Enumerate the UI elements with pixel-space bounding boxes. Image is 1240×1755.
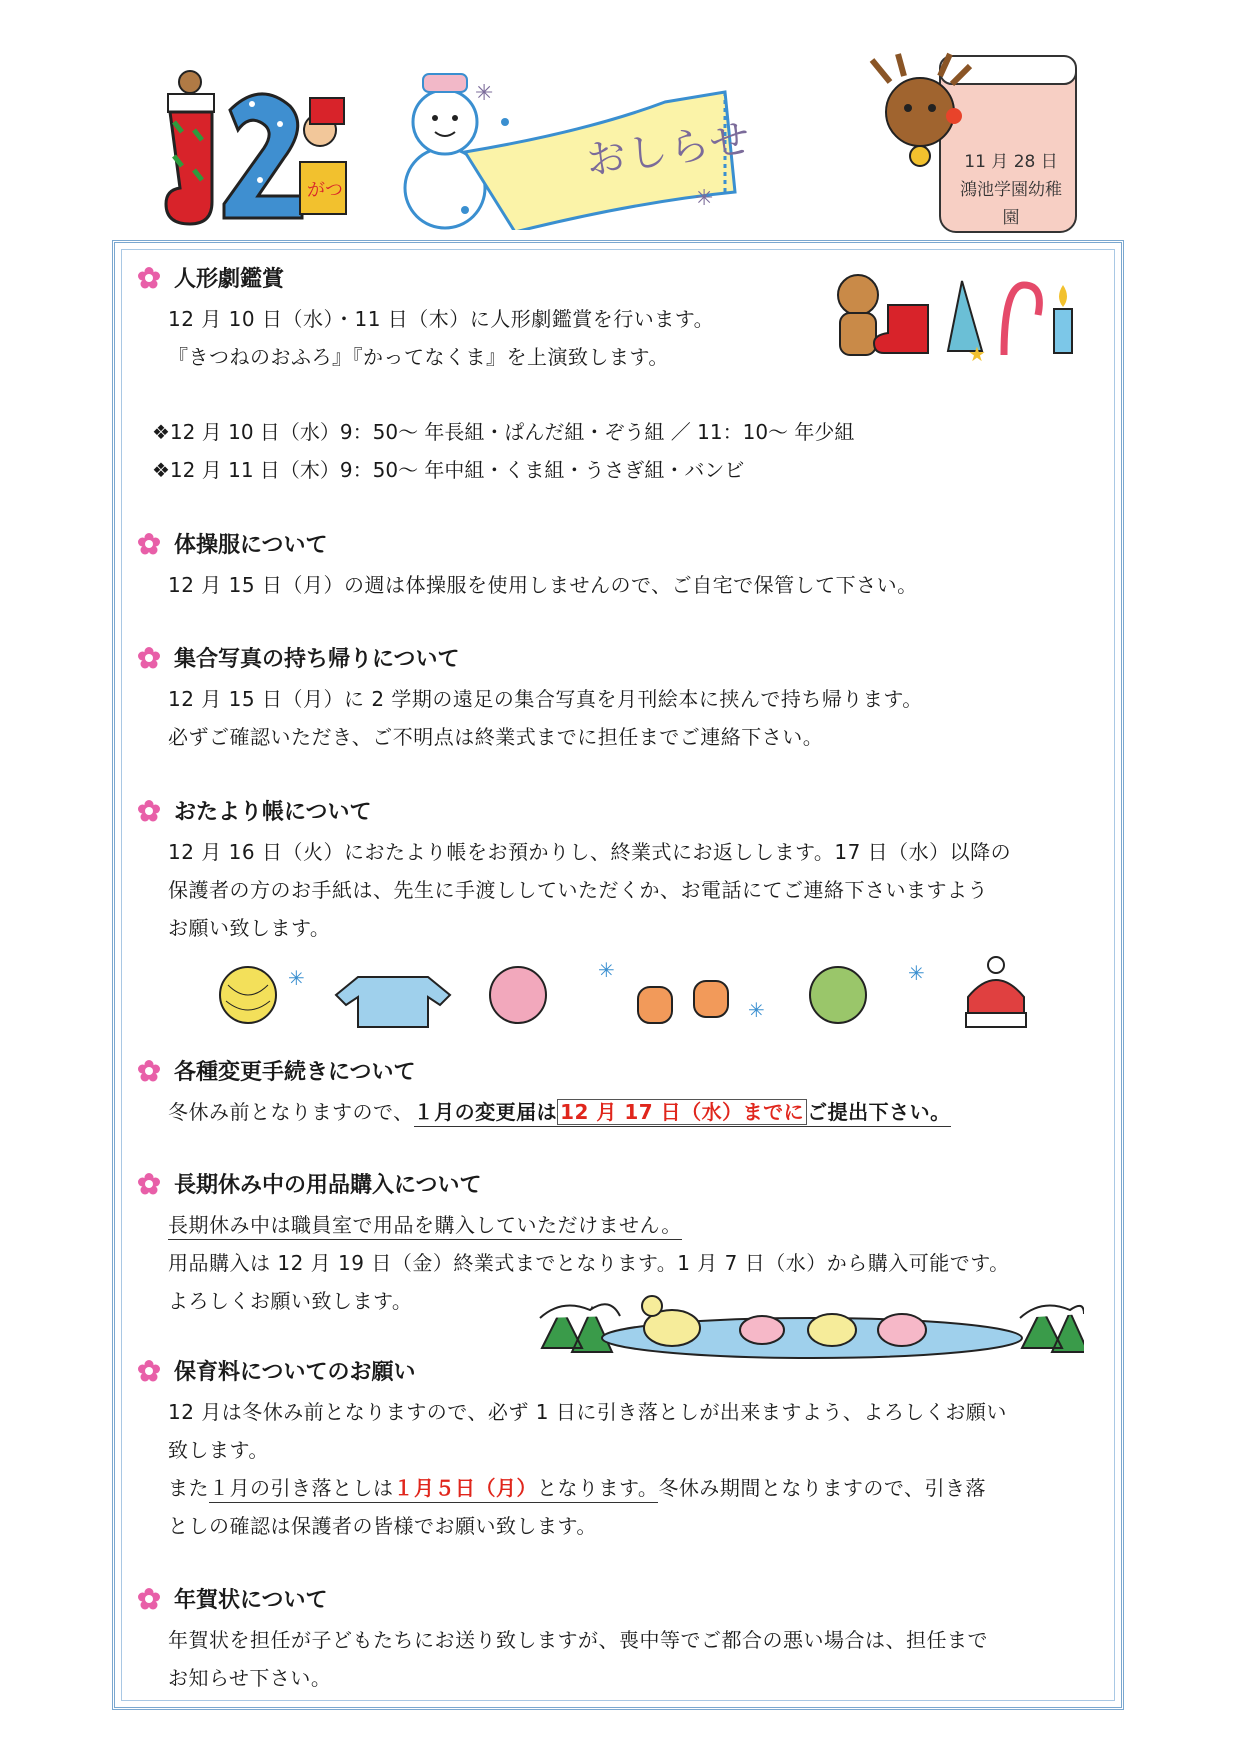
section-title-new-year-cards: 年賀状について	[138, 1583, 328, 1614]
debit-date-highlight: １月５日（月）	[393, 1476, 537, 1500]
text-line: また１月の引き落としは１月５日（月）となります。冬休み期間となりますので、引き落	[168, 1472, 986, 1501]
text-line: 必ずご確認いただき、ご不明点は終業式までに担任までご連絡下さい。	[168, 725, 824, 749]
flower-icon	[138, 1060, 160, 1082]
christmas-items-illustration	[818, 265, 1094, 375]
flower-icon	[138, 1588, 160, 1610]
text-line: 『きつねのおふろ』『かってなくま』を上演致します。	[168, 345, 669, 369]
svg-text:✳: ✳	[908, 961, 925, 985]
section-title-gym-clothes: 体操服について	[138, 528, 328, 559]
text-line: 保護者の方のお手紙は、先生に手渡ししていただくか、お電話にてご連絡下さいますよう	[168, 878, 988, 902]
text-line: 12 月は冬休み前となりますので、必ず 1 日に引き落としが出来ますよう、よろしくお願い	[168, 1400, 1007, 1424]
text-line: 12 月 10 日（水）・11 日（木）に人形劇鑑賞を行います。	[168, 307, 715, 331]
flower-icon	[138, 647, 160, 669]
month-badge: がつ	[307, 180, 343, 201]
section-title-group-photo: 集合写真の持ち帰りについて	[138, 642, 460, 673]
banner-title: おしらせ	[583, 115, 755, 185]
section-title-supplies-purchase: 長期休み中の用品購入について	[138, 1168, 482, 1199]
text-line: 12 月 15 日（月）に 2 学期の遠足の集合写真を月刊絵本に挟んで持ち帰ります。	[168, 687, 923, 711]
school-name: 鴻池学園幼稚園	[960, 180, 1062, 228]
winter-clothes-divider-illustration	[218, 955, 1038, 1035]
svg-text:★: ★	[968, 342, 986, 366]
header	[0, 0, 1240, 240]
text-line: としの確認は保護者の皆様でお願い致します。	[168, 1514, 597, 1538]
schedule-item: ❖12 月 11 日（木）9：50～ 年中組・くま組・うさぎ組・バンビ	[152, 458, 745, 482]
text-line: お知らせ下さい。	[168, 1666, 332, 1690]
pond-ducks-illustration	[522, 1278, 1084, 1364]
date-card	[955, 148, 1067, 232]
issue-date: 11 月 28 日	[964, 152, 1058, 172]
text-line: 致します。	[168, 1438, 269, 1462]
flower-icon	[138, 267, 160, 289]
text-line: お願い致します。	[168, 916, 331, 940]
text-line: 年賀状を担任が子どもたちにお送り致しますが、喪中等でご都合の悪い場合は、担任まで	[168, 1628, 988, 1652]
flower-icon	[138, 533, 160, 555]
text-line: よろしくお願い致します。	[168, 1289, 413, 1313]
section-title-puppet-show: 人形劇鑑賞	[138, 262, 284, 293]
text-line: 12 月 16 日（火）におたより帳をお預かりし、終業式にお返しします。17 日（水）以降の	[168, 840, 1012, 864]
schedule-item: ❖12 月 10 日（水）9：50～ 年長組・ぱんだ組・ぞう組 ／ 11：10～ 年少組	[152, 420, 855, 444]
december-12-illustration	[160, 70, 350, 230]
deadline-highlight: 12 月 17 日（水）までに	[557, 1099, 807, 1125]
snowflake-icon: ✳	[695, 186, 714, 211]
svg-text:✳: ✳	[598, 958, 615, 982]
section-title-contact-book: おたより帳について	[138, 795, 372, 826]
text-line: 冬休み前となりますので、１月の変更届は 12 月 17 日（水）までに ご提出下さい。	[168, 1096, 951, 1125]
section-title-change-procedures: 各種変更手続きについて	[138, 1055, 416, 1086]
text-line: 12 月 15 日（月）の週は体操服を使用しませんので、ご自宅で保管して下さい。	[168, 573, 918, 597]
flower-icon	[138, 800, 160, 822]
text-line: 用品購入は 12 月 19 日（金）終業式までとなります。1 月 7 日（水）から購入可能です。	[168, 1251, 1010, 1275]
flower-icon	[138, 1360, 160, 1382]
svg-text:✳: ✳	[748, 998, 765, 1022]
text-line: 長期休み中は職員室で用品を購入していただけません。	[168, 1209, 682, 1238]
snowflake-icon: ✳	[475, 81, 494, 106]
svg-text:✳: ✳	[288, 966, 305, 990]
section-title-tuition: 保育料についてのお願い	[138, 1355, 416, 1386]
flower-icon	[138, 1173, 160, 1195]
